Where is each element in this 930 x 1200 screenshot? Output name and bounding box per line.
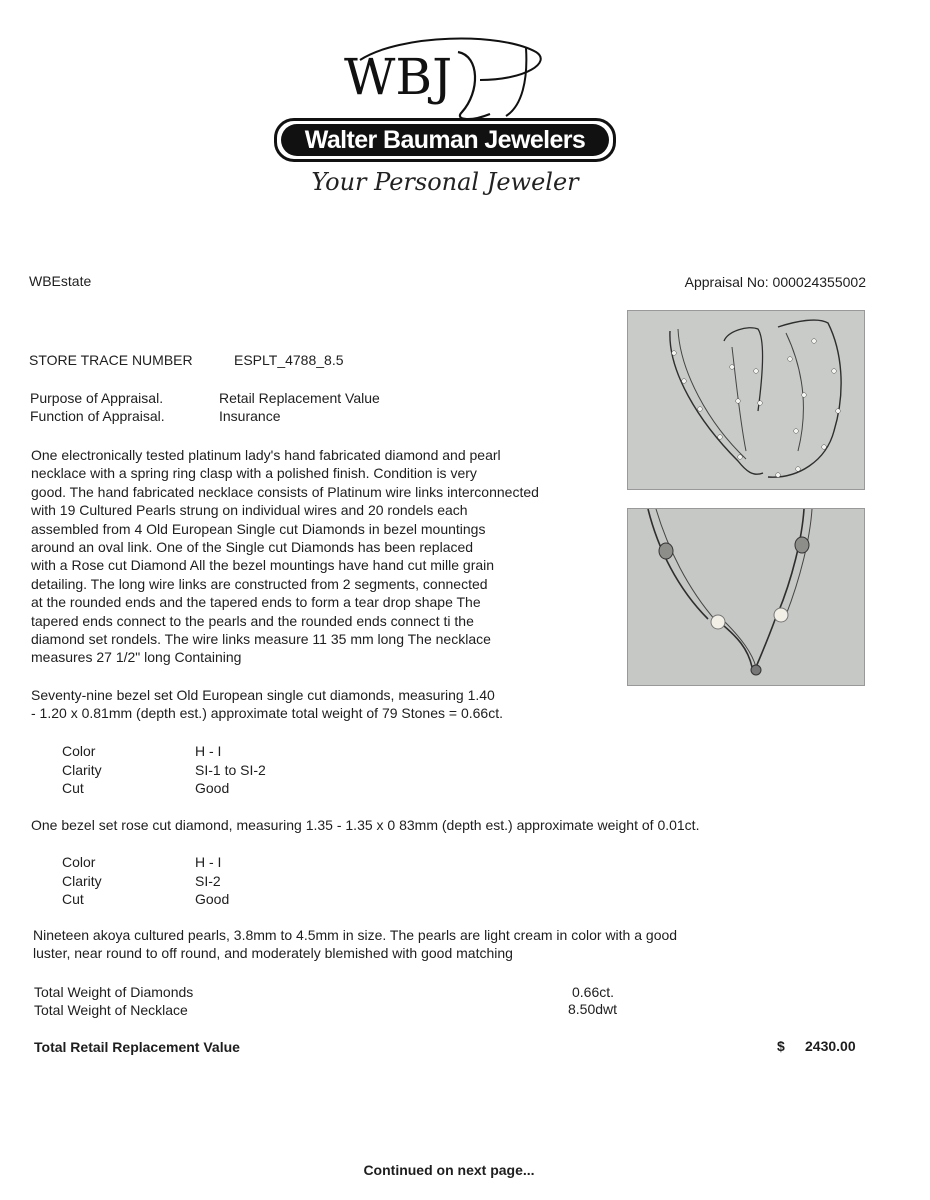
grade2-cut-value: Good <box>195 891 230 907</box>
grade1-color-label: Color <box>62 743 96 759</box>
description-line: One electronically tested platinum lady's hand fabricated diamond and pearl <box>31 447 501 463</box>
store-trace-label: STORE TRACE NUMBER <box>29 352 193 368</box>
grade2-cut-label: Cut <box>62 891 84 907</box>
logo <box>270 30 620 200</box>
brand-name: Walter Bauman Jewelers <box>281 124 609 156</box>
diamonds-description: Seventy-nine bezel set Old European single cut diamonds, measuring 1.40 <box>31 687 495 703</box>
tagline: Your Personal Jeweler <box>311 168 579 196</box>
description-line: necklace with a spring ring clasp with a polished finish. Condition is very <box>31 465 477 482</box>
description-line: around an oval link. One of the Single cut Diamonds has been replaced <box>31 539 474 555</box>
brand-banner <box>274 118 616 162</box>
total-necklace-value: 8.50dwt <box>568 1001 618 1017</box>
description-line: measures 27 1/2" long Containing <box>31 649 242 666</box>
total-necklace-label: Total Weight of Necklace <box>34 1002 188 1018</box>
description-line: at the rounded ends and the tapered ends to form a tear drop shape The <box>31 594 481 611</box>
grade2-color-value: H - I <box>195 854 222 870</box>
company-name: WBEstate <box>29 273 92 289</box>
total-diamonds-value: 0.66ct. <box>572 984 615 1000</box>
function-label: Function of Appraisal. <box>30 408 165 424</box>
description-line: detailing. The long wire links are constructed from 2 segments, connected <box>31 575 488 592</box>
store-trace-value: ESPLT_4788_8.5 <box>234 352 344 368</box>
continued-footer: Continued on next page... <box>363 1162 535 1178</box>
description-line: tapered ends connect to the pearls and the rounded ends connect ti the <box>31 612 474 629</box>
diamonds-description: - 1.20 x 0.81mm (depth est.) approximate total weight of 79 Stones = 0.66ct. <box>31 705 503 722</box>
description-line: with a Rose cut Diamond All the bezel mountings have hand cut mille grain <box>31 557 495 574</box>
necklace-detail-image <box>628 509 864 685</box>
total-diamonds-label: Total Weight of Diamonds <box>34 984 194 1000</box>
description-line: good. The hand fabricated necklace consists of Platinum wire links interconnected <box>31 483 539 500</box>
wbj-monogram <box>330 30 560 122</box>
appraisal-number: Appraisal No: 000024355002 <box>684 274 866 290</box>
grade1-cut-value: Good <box>195 780 230 796</box>
total-retail-value: 2430.00 <box>805 1038 856 1054</box>
grade1-clarity-value: SI-1 to SI-2 <box>195 762 266 778</box>
description-line: assembled from 4 Old European Single cut Diamonds in bezel mountings <box>31 520 486 537</box>
purpose-label: Purpose of Appraisal. <box>30 390 164 406</box>
grade1-color-value: H - I <box>195 743 222 759</box>
necklace-full-image <box>628 311 864 489</box>
description-line: diamond set rondels. The wire links measure 11 35 mm long The necklace <box>31 631 491 647</box>
grade2-clarity-value: SI-2 <box>195 873 221 889</box>
monogram-text: WBJ <box>344 48 453 106</box>
description-line: with 19 Cultured Pearls strung on individual wires and 20 rondels each <box>31 502 468 519</box>
grade2-color-label: Color <box>62 854 96 870</box>
currency-symbol: $ <box>777 1038 785 1054</box>
grade1-cut-label: Cut <box>62 780 84 796</box>
rose-cut-description: One bezel set rose cut diamond, measuring 1.35 - 1.35 x 0 83mm (depth est.) approximate weight of 0.01ct. <box>31 817 700 833</box>
pearls-description: luster, near round to off round, and moderately blemished with good matching <box>33 945 513 962</box>
purpose-value: Retail Replacement Value <box>219 390 380 406</box>
function-value: Insurance <box>219 408 281 424</box>
necklace-photo-full <box>627 310 865 490</box>
total-retail-label: Total Retail Replacement Value <box>34 1039 240 1055</box>
grade2-clarity-label: Clarity <box>62 873 102 889</box>
pearls-description: Nineteen akoya cultured pearls, 3.8mm to 4.5mm in size. The pearls are light cream in color with a good <box>33 927 678 943</box>
necklace-photo-detail <box>627 508 865 686</box>
grade1-clarity-label: Clarity <box>62 762 102 778</box>
